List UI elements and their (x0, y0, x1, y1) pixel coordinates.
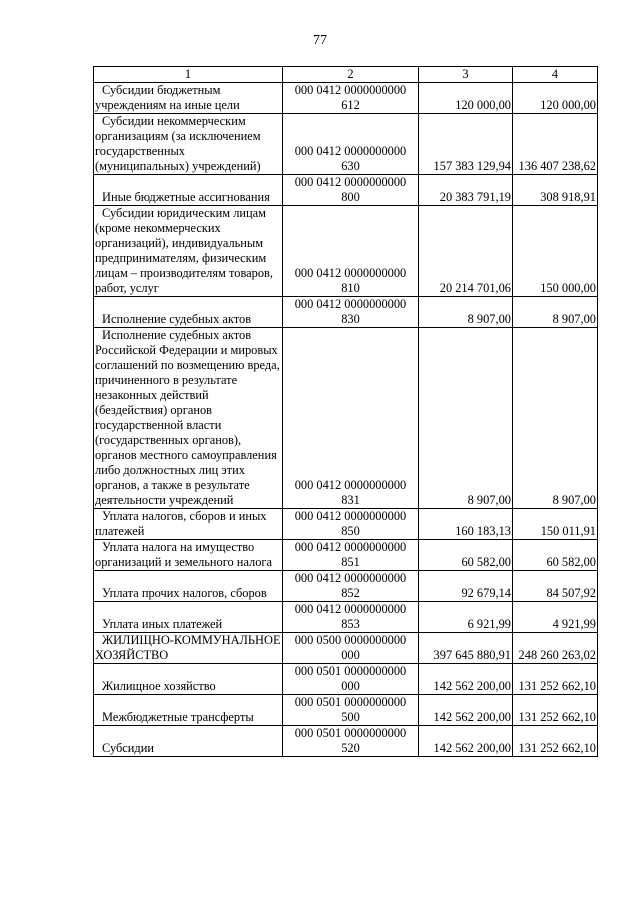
row-name: Субсидии юридическим лицам (кроме некоммерческих организаций), индивидуальным предпринимателям, физическим лицам – производителям товаров, работ, услуг (94, 206, 283, 297)
row-value-3: 20 214 701,06 (419, 206, 513, 297)
row-value-4: 8 907,00 (513, 328, 598, 509)
row-code (283, 602, 419, 633)
row-value-4: 60 582,00 (513, 540, 598, 571)
row-name: Субсидии (94, 726, 283, 757)
row-value-4: 8 907,00 (513, 297, 598, 328)
row-value-4: 131 252 662,10 (513, 726, 598, 757)
row-code-line1: 000 0412 0000000000 (294, 175, 407, 189)
row-value-4: 4 921,99 (513, 602, 598, 633)
row-code-line1: 000 0412 0000000000 (294, 83, 407, 97)
row-value-3: 20 383 791,19 (419, 175, 513, 206)
row-code-line2: 851 (341, 555, 360, 569)
table-row (94, 175, 598, 206)
row-code (283, 664, 419, 695)
header-row (94, 67, 598, 83)
row-code-line2: 500 (341, 710, 360, 724)
row-code-line1: 000 0412 0000000000 (294, 266, 407, 280)
row-code (283, 297, 419, 328)
row-code-line2: 630 (341, 159, 360, 173)
row-code-line1: 000 0412 0000000000 (294, 478, 407, 492)
row-code (283, 509, 419, 540)
row-name: Уплата налога на имущество организаций и земельного налога (94, 540, 283, 571)
row-code-line2: 520 (341, 741, 360, 755)
row-code-line2: 831 (341, 493, 360, 507)
row-value-4: 150 011,91 (513, 509, 598, 540)
row-value-4: 84 507,92 (513, 571, 598, 602)
table-row (94, 540, 598, 571)
row-code-line1: 000 0412 0000000000 (294, 602, 407, 616)
row-name: Субсидии бюджетным учреждениям на иные цели (94, 83, 283, 114)
row-value-3: 142 562 200,00 (419, 726, 513, 757)
row-code-line1: 000 0412 0000000000 (294, 571, 407, 585)
row-value-3: 60 582,00 (419, 540, 513, 571)
row-value-3: 120 000,00 (419, 83, 513, 114)
row-name: Уплата иных платежей (94, 602, 283, 633)
row-name: Уплата прочих налогов, сборов (94, 571, 283, 602)
row-name: ЖИЛИЩНО-КОММУНАЛЬНОЕ ХОЗЯЙСТВО (95, 633, 281, 662)
row-value-4: 136 407 238,62 (513, 114, 598, 175)
table-row (94, 206, 598, 297)
row-code (283, 114, 419, 175)
row-code-line1: 000 0412 0000000000 (294, 297, 407, 311)
table-row (94, 602, 598, 633)
row-value-4: 131 252 662,10 (513, 695, 598, 726)
row-value-4: 131 252 662,10 (513, 664, 598, 695)
row-code-line1: 000 0412 0000000000 (294, 509, 407, 523)
table-row (94, 83, 598, 114)
row-value-3: 6 921,99 (419, 602, 513, 633)
table-row (94, 328, 598, 509)
row-code (283, 175, 419, 206)
row-name: Жилищное хозяйство (94, 664, 283, 695)
row-code-line1: 000 0501 0000000000 (294, 695, 407, 709)
table-row (94, 297, 598, 328)
row-value-4: 308 918,91 (513, 175, 598, 206)
row-code-line1: 000 0500 0000000000 (294, 633, 407, 647)
table-row (94, 509, 598, 540)
row-value-3: 397 645 880,91 (419, 633, 513, 664)
row-code-line1: 000 0412 0000000000 (294, 144, 407, 158)
row-code-line2: 853 (341, 617, 360, 631)
row-name: Межбюджетные трансферты (94, 695, 283, 726)
header-cell-2: 2 (283, 67, 419, 83)
row-code-line1: 000 0412 0000000000 (294, 540, 407, 554)
row-code-line2: 612 (341, 98, 360, 112)
row-code-line2: 852 (341, 586, 360, 600)
row-code (283, 328, 419, 509)
table-row (94, 571, 598, 602)
row-value-3: 8 907,00 (419, 297, 513, 328)
row-code (283, 633, 419, 664)
row-value-3: 142 562 200,00 (419, 695, 513, 726)
row-code-line1: 000 0501 0000000000 (294, 664, 407, 678)
row-code-line2: 810 (341, 281, 360, 295)
budget-table (93, 66, 598, 757)
row-code-line1: 000 0501 0000000000 (294, 726, 407, 740)
row-code-line2: 000 (341, 648, 360, 662)
page-number: 77 (313, 33, 327, 48)
table-row (94, 726, 598, 757)
row-code (283, 571, 419, 602)
row-value-4: 248 260 263,02 (513, 633, 598, 664)
row-code-line2: 850 (341, 524, 360, 538)
row-value-3: 157 383 129,94 (419, 114, 513, 175)
row-name: Иные бюджетные ассигнования (94, 175, 283, 206)
header-cell-3: 3 (419, 67, 513, 83)
row-value-3: 160 183,13 (419, 509, 513, 540)
row-code-line2: 800 (341, 190, 360, 204)
row-value-4: 120 000,00 (513, 83, 598, 114)
row-code (283, 83, 419, 114)
row-value-3: 8 907,00 (419, 328, 513, 509)
table-row (94, 633, 598, 664)
header-cell-1: 1 (94, 67, 283, 83)
row-code-line2: 830 (341, 312, 360, 326)
row-code-line2: 000 (341, 679, 360, 693)
table-row (94, 695, 598, 726)
row-name: Субсидии некоммерческим организациям (за исключением государственных (муниципальных) учреждений) (94, 114, 283, 175)
header-cell-4: 4 (513, 67, 598, 83)
row-code (283, 206, 419, 297)
row-value-4: 150 000,00 (513, 206, 598, 297)
row-code (283, 695, 419, 726)
row-name: Исполнение судебных актов (94, 297, 283, 328)
row-code (283, 540, 419, 571)
row-name: Исполнение судебных актов Российской Федерации и мировых соглашений по возмещению вреда, причиненного в результате незаконных действий (бездействия) органов государственной власти (государственных органов), органов местного самоуправления либо должностных лиц этих органов, а также в результате деятельности учреждений (94, 328, 283, 509)
row-code (283, 726, 419, 757)
table-row (94, 664, 598, 695)
row-value-3: 142 562 200,00 (419, 664, 513, 695)
table-row (94, 114, 598, 175)
row-name: Уплата налогов, сборов и иных платежей (94, 509, 283, 540)
row-value-3: 92 679,14 (419, 571, 513, 602)
